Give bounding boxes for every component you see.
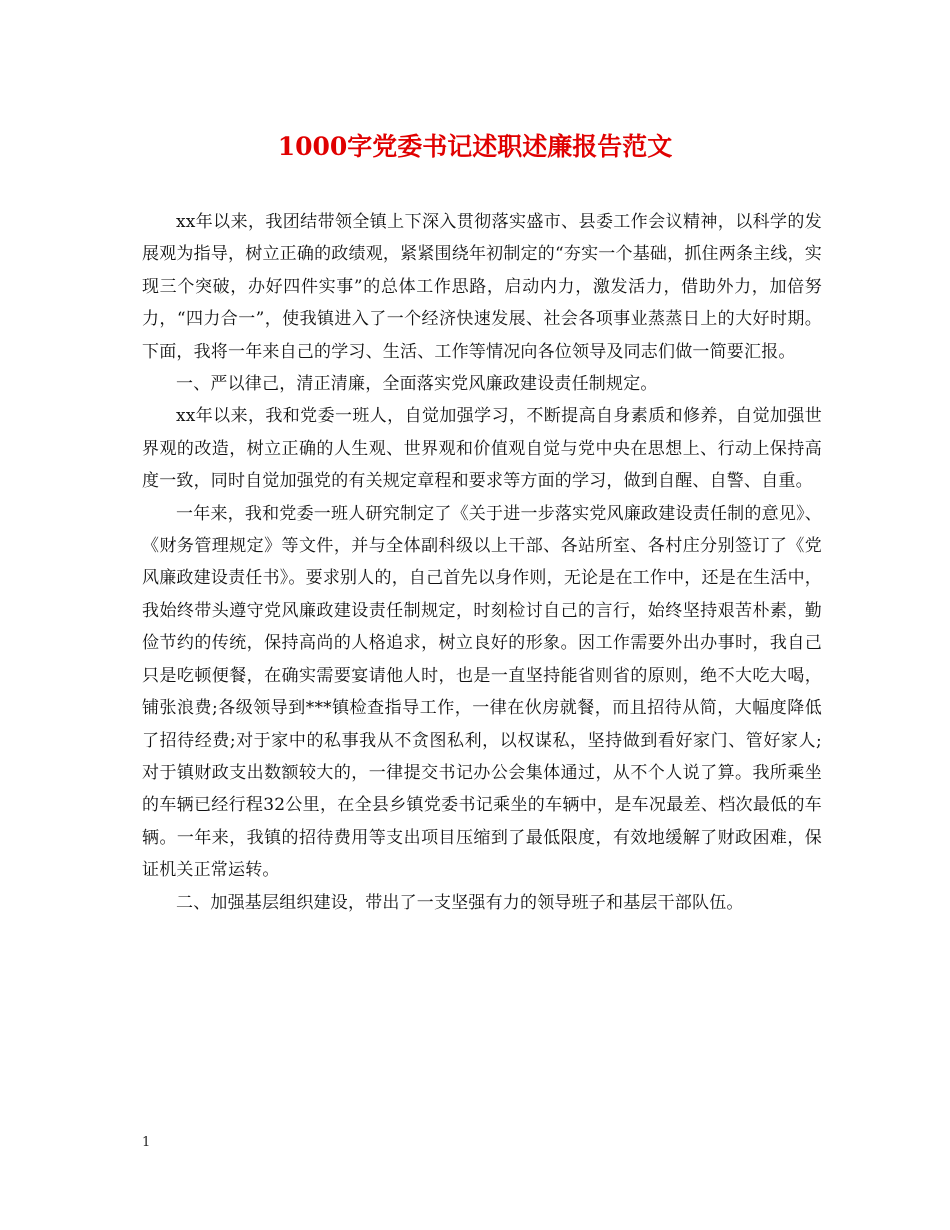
section-heading-1: 一、严以律己，清正清廉，全面落实党风廉政建设责任制规定。 [176, 374, 658, 395]
paragraph-intro: xx年以来，我团结带领全镇上下深入贯彻落实盛市、县委工作会议精神，以科学的发展观为指导，树立正确的政绩观，紧紧围绕年初制定的“夯实一个基础，抓住两条主线，实现三个突破，办好四件实事”的总体工作思路，启动内力，激发活力，借助外力，加倍努力，“四力合一”，使我镇进入了一个经济快速发展、社会各项事业蒸蒸日上的大好时期。下面，我将一年来自己的学习、生活、工作等情况向各位领导及同志们做一简要汇报。 [142, 212, 822, 362]
document-body [142, 206, 822, 919]
paragraph-integrity: 一年来，我和党委一班人研究制定了《关于进一步落实党风廉政建设责任制的意见》、《财务管理规定》等文件，并与全体副科级以上干部、各站所室、各村庄分别签订了《党风廉政建设责任书》。要求别人的，自己首先以身作则，无论是在工作中，还是在生活中，我始终带头遵守党风廉政建设责任制规定，时刻检讨自己的言行，始终坚持艰苦朴素，勤俭节约的传统，保持高尚的人格追求，树立良好的形象。因工作需要外出办事时，我自己只是吃顿便餐，在确实需要宴请他人时，也是一直坚持能省则省的原则，绝不大吃大喝，铺张浪费;各级领导到***镇检查指导工作，一律在伙房就餐，而且招待从简，大幅度降低了招待经费;对于家中的私事我从不贪图私利，以权谋私，坚持做到看好家门、管好家人;对于镇财政支出数额较大的，一律提交书记办公会集体通过，从不个人说了算。我所乘坐的车辆已经行程32公里，在全县乡镇党委书记乘坐的车辆中，是车况最差、档次最低的车辆。一年来，我镇的招待费用等支出项目压缩到了最低限度，有效地缓解了财政困难，保证机关正常运转。 [142, 503, 822, 881]
paragraph-study: xx年以来，我和党委一班人，自觉加强学习，不断提高自身素质和修养，自觉加强世界观的改造，树立正确的人生观、世界观和价值观自觉与党中央在思想上、行动上保持高度一致，同时自觉加强党的有关规定章程和要求等方面的学习，做到自醒、自警、自重。 [142, 406, 822, 492]
section-heading-2: 二、加强基层组织建设，带出了一支坚强有力的领导班子和基层干部队伍。 [176, 892, 744, 913]
page-number: 1 [142, 1135, 151, 1150]
document-title: 1000字党委书记述职述廉报告范文 [277, 132, 673, 161]
